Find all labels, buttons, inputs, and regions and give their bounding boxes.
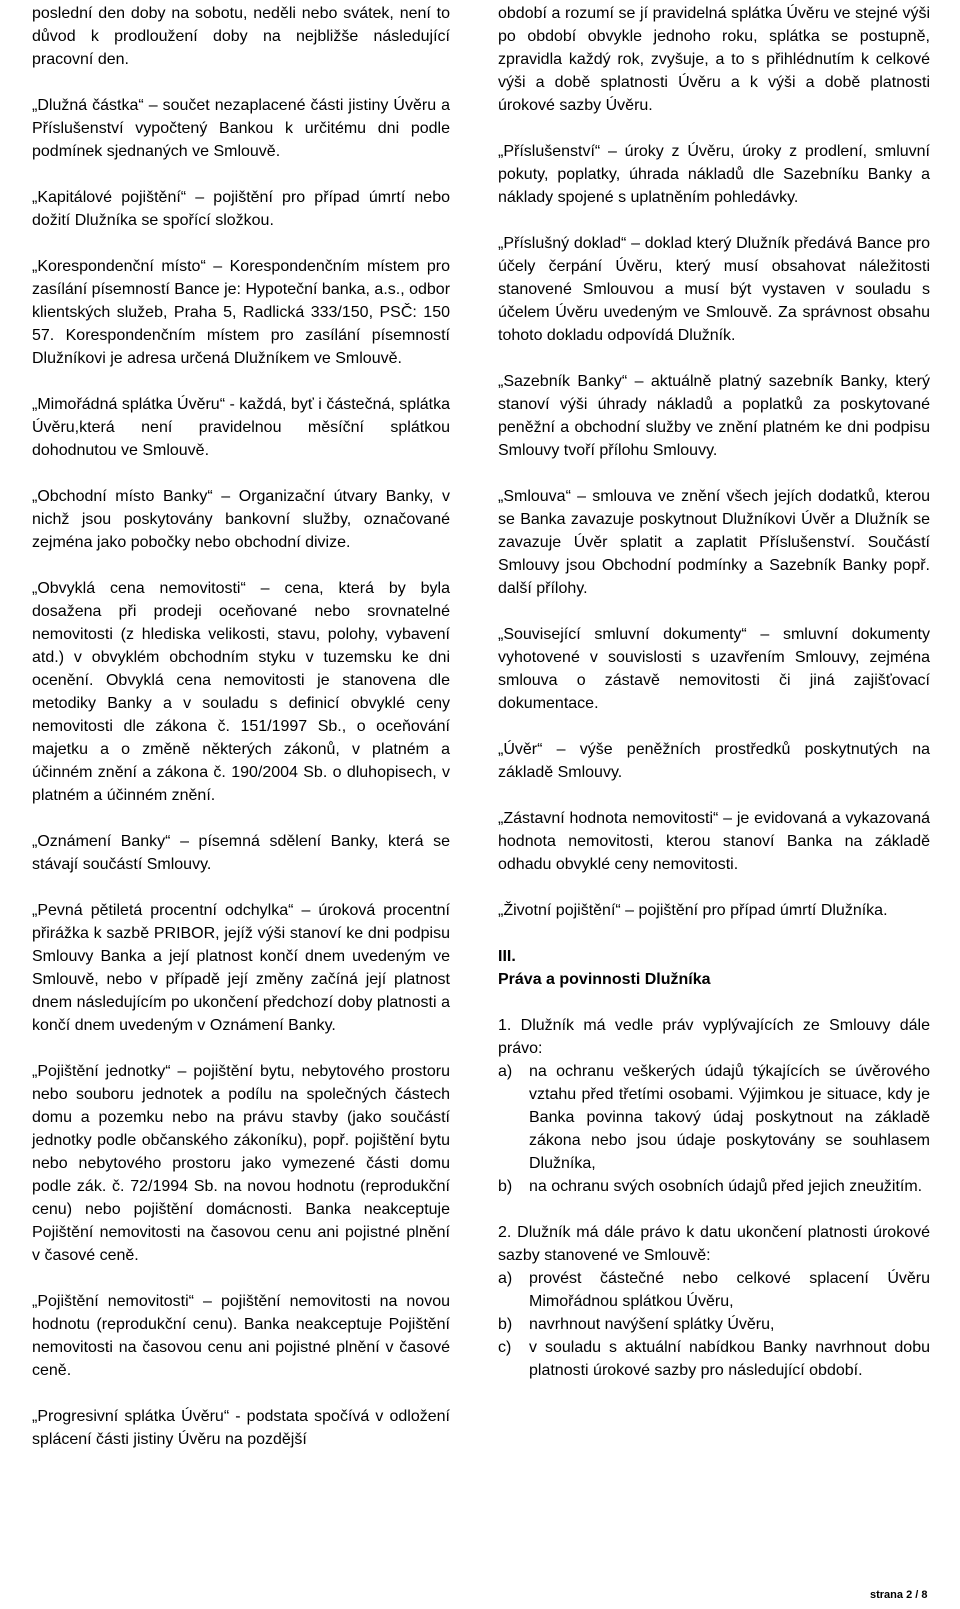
definition-kapitalove-pojisteni: „Kapitálové pojištění“ – pojištění pro případ úmrtí nebo dožití Dlužníka se spořící složkou. [32, 189, 450, 229]
rights-list-1 [498, 1060, 930, 1198]
section-title: Práva a povinnosti Dlužníka [498, 971, 711, 988]
left-column [32, 0, 450, 1451]
list-marker: b) [498, 1316, 513, 1333]
definition-prislusny-doklad: „Příslušný doklad“ – doklad který Dlužník předává Bance pro účely čerpání Úvěru, který musí obsahovat náležitosti stanovené Smlouvou a musí být vystaven v souladu s účelem Úvěru uvedeným ve Smlouvě. Za správnost obsahu tohoto dokladu odpovídá Dlužník. [498, 235, 930, 344]
definition-zastavni-hodnota: „Zástavní hodnota nemovitosti“ – je evidovaná a vykazovaná hodnota nemovitosti, kterou stanoví Banka na základě odhadu obvyklé ceny nemovitosti. [498, 810, 930, 873]
list-item-text: navrhnout navýšení splátky Úvěru, [529, 1316, 775, 1333]
section-paragraph-1: 1. Dlužník má vedle práv vyplývajících ze Smlouvy dále právo: [498, 1017, 930, 1057]
definition-souvisejici-dokumenty: „Související smluvní dokumenty“ – smluvní dokumenty vyhotovené v souvislosti s uzavřením Smlouvy, zejména smlouva o zástavě nemovitosti či jiná zajišťovací dokumentace. [498, 626, 930, 712]
definition-sazebnik-banky: „Sazebník Banky“ – aktuálně platný sazebník Banky, který stanoví výši úhrady nákladů a poplatků za poskytované peněžní a obchodní služby ve znění platném ke dni podpisu Smlouvy tvoří přílohu Smlouvy. [498, 373, 930, 459]
list-item [498, 1060, 930, 1175]
list-item-text: na ochranu svých osobních údajů před jejich zneužitím. [529, 1178, 923, 1195]
definition-oznameni-banky: „Oznámení Banky“ – písemná sdělení Banky, která se stávají součástí Smlouvy. [32, 833, 450, 873]
section-number: III. [498, 948, 516, 965]
list-item-text: na ochranu veškerých údajů týkajících se úvěrového vztahu před třetími osobami. Výjimkou je situace, kdy je Banka povinna takový údaj poskytnout na základě zákona nebo jsou údaje poskytovány se souhlasem Dlužníka, [529, 1063, 930, 1172]
definition-zivotni-pojisteni: „Životní pojištění“ – pojištění pro případ úmrtí Dlužníka. [498, 902, 888, 919]
definition-mimoradna-splatka: „Mimořádná splátka Úvěru“ - každá, byť i částečná, splátka Úvěru,která není pravidelnou měsíční splátkou dohodnutou ve Smlouvě. [32, 396, 450, 459]
paragraph: období a rozumí se jí pravidelná splátka Úvěru ve stejné výši po období obvykle jednoho roku, splátka se postupně, zpravidla každý rok, zvyšuje, a to s přihlédnutím k celkové výši a době splatnosti Úvěru a k výši a době platnosti úrokové sazby Úvěru. [498, 5, 930, 114]
definition-korespondencni-misto: „Korespondenční místo“ – Korespondenčním místem pro zasílání písemností Bance je: Hypoteční banka, a.s., odbor klientských služeb, Praha 5, Radlická 333/150, PSČ: 150 57. Korespondenčním místem pro zasílání písemností Dlužníkovi je adresa určená Dlužníkem ve Smlouvě. [32, 258, 451, 367]
list-marker: c) [498, 1339, 512, 1356]
list-marker: a) [498, 1063, 513, 1080]
list-item [498, 1175, 930, 1198]
definition-obchodni-misto: „Obchodní místo Banky“ – Organizační útvary Banky, v nichž jsou poskytovány bankovní služby, označované zejména jako pobočky nebo obchodní divize. [32, 488, 450, 551]
definition-progresivni-splatka: „Progresivní splátka Úvěru“ - podstata spočívá v odložení splácení části jistiny Úvěru na pozdější [32, 1408, 450, 1448]
definition-obvykla-cena: „Obvyklá cena nemovitosti“ – cena, která by byla dosažena při prodeji oceňované nebo srovnatelné nemovitosti (z hlediska velikosti, stavu, polohy, vybavení atd.) v obvyklém obchodním styku v tuzemsku ke dni ocenění. Obvyklá cena nemovitosti je stanovena dle metodiky Banky a v souladu s definicí obvyklé ceny nemovitosti dle zákona č. 151/1997 Sb., o oceňování majetku a o změně některých zákonů, v platném a účinném znění a zákona č. 190/2004 Sb. o dluhopisech, v platném a účinném znění. [32, 580, 450, 804]
right-column [498, 0, 930, 1382]
list-marker: b) [498, 1178, 513, 1195]
section-paragraph-2: 2. Dlužník má dále právo k datu ukončení platnosti úrokové sazby stanovené ve Smlouvě: [498, 1224, 930, 1264]
list-marker: a) [498, 1270, 513, 1287]
definition-pojisteni-nemovitosti: „Pojištění nemovitosti“ – pojištění nemovitosti na novou hodnotu (reprodukční cenu). Banka neakceptuje Pojištění nemovitosti na časovou cenu ani pojistné plnění v časové ceně. [32, 1293, 450, 1379]
rights-list-2 [498, 1267, 930, 1382]
list-item-text: provést částečné nebo celkové splacení Úvěru Mimořádnou splátkou Úvěru, [529, 1270, 930, 1310]
definition-uver: „Úvěr“ – výše peněžních prostředků poskytnutých na základě Smlouvy. [498, 741, 930, 781]
list-item-text: v souladu s aktuální nabídkou Banky navrhnout dobu platnosti úrokové sazby pro následující období. [529, 1339, 930, 1379]
definition-pevna-odchylka: „Pevná pětiletá procentní odchylka“ – úroková procentní přirážka k sazbě PRIBOR, jejíž výši stanoví ke dni podpisu Smlouvy Banka a její platnost končí dnem uvedeným ve Smlouvě, nebo v případě její změny začíná její platnost dnem následujícím po ukončení předchozí doby platnosti a končí dnem uvedeným v Oznámení Banky. [32, 902, 450, 1034]
definition-pojisteni-jednotky: „Pojištění jednotky“ – pojištění bytu, nebytového prostoru nebo souboru jednotek a podílu na společných částech domu a pozemku nebo na právu stavby (jako součástí jednotky podle občanského zákoníku), popř. pojištění bytu nebo nebytového prostoru jako vymezené části domu podle zák. č. 72/1994 Sb. na novou hodnotu (reprodukční cenu) nebo pojištění domácnosti. Banka neakceptuje Pojištění nemovitosti na časovou cenu ani pojistné plnění v časové ceně. [32, 1063, 450, 1264]
definition-smlouva: „Smlouva“ – smlouva ve znění všech jejích dodatků, kterou se Banka zavazuje poskytnout Dlužníkovi Úvěr a Dlužník se zavazuje Úvěr splatit a zaplatit Příslušenství. Součástí Smlouvy jsou Obchodní podmínky a Sazebník Banky popř. další přílohy. [498, 488, 930, 597]
list-item [498, 1336, 930, 1382]
list-item [498, 1313, 930, 1336]
definition-dluzna-castka: „Dlužná částka“ – součet nezaplacené části jistiny Úvěru a Příslušenství vypočtený Bankou k určitému dni podle podmínek sjednaných ve Smlouvě. [32, 97, 450, 160]
page-number: strana 2 / 8 [870, 1589, 928, 1601]
paragraph: poslední den doby na sobotu, neděli nebo svátek, není to důvod k prodloužení doby na nejbližše následující pracovní den. [32, 5, 450, 68]
definition-prislusenstvi: „Příslušenství“ – úroky z Úvěru, úroky z prodlení, smluvní pokuty, poplatky, úhrada nákladů dle Sazebníku Banky a náklady spojené s uplatněním pohledávky. [498, 143, 930, 206]
list-item [498, 1267, 930, 1313]
